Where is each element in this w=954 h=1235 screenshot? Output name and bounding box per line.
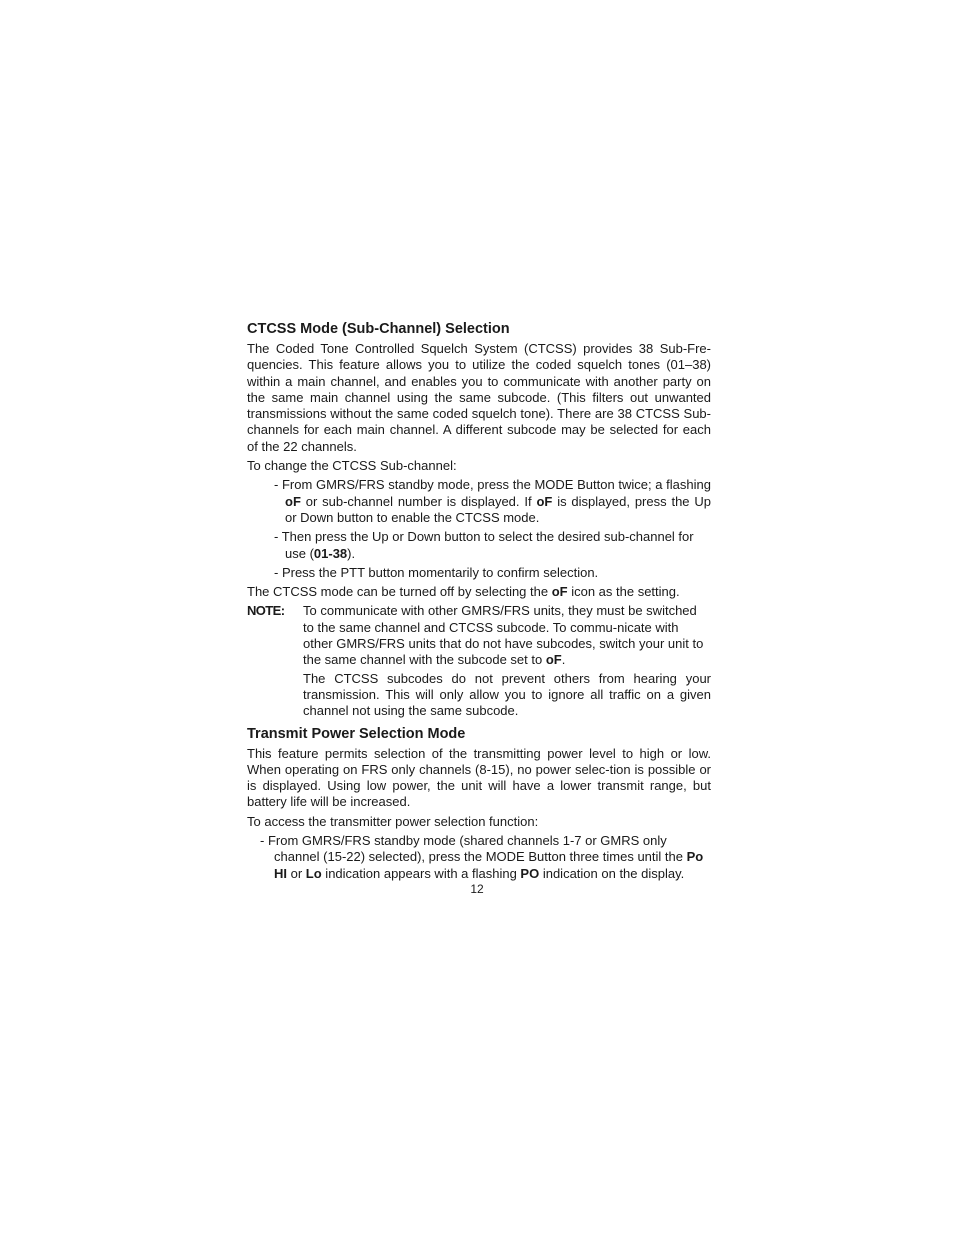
ctcss-step-1: - From GMRS/FRS standby mode, press the MODE Button twice; a flashing oF or sub-channel number is displayed. If oF is displayed, press the Up or Down button to enable the CTCSS mode. — [274, 477, 711, 525]
ctcss-turn-off: The CTCSS mode can be turned off by selecting the oF icon as the setting. — [247, 584, 680, 600]
of-code: oF — [285, 493, 301, 509]
ctcss-change-lead: To change the CTCSS Sub-channel: — [247, 458, 457, 474]
manual-page-content — [247, 320, 711, 882]
ctcss-step-3: - Press the PTT button momentarily to confirm selection. — [274, 564, 599, 580]
transmit-power-step-1: - From GMRS/FRS standby mode (shared channels 1-7 or GMRS only channel (15-22) selected), press the MODE Button three times until the Po HI or Lo indication appears with a flashing PO indication on the display. — [260, 833, 704, 881]
page-number: 12 — [470, 882, 484, 896]
of-code: oF — [551, 584, 568, 600]
of-code: oF — [545, 652, 562, 668]
note-paragraph-2: The CTCSS subcodes do not prevent others from hearing your transmission. This will only allow you to ignore all traffic on a given channel not using the same subcode. — [303, 670, 711, 719]
transmit-power-heading: Transmit Power Selection Mode — [247, 725, 466, 742]
note-body — [303, 603, 711, 721]
lo-indication: Lo — [305, 865, 322, 881]
ctcss-step-2: - Then press the Up or Down button to select the desired sub-channel for use (01-38). — [274, 529, 694, 561]
ctcss-intro-paragraph: The Coded Tone Controlled Squelch System (CTCSS) provides 38 Sub-Fre-quencies. This feature allows you to utilize the coded squelch tones (01–38) within a main channel, and enables you to communicate with another party on the same main channel using the same subcode. (This filters out unwanted transmissions without the same coded squelch tone). There are 38 CTCSS Sub-channels for each main channel. A different subcode may be selected for each of the 22 channels. — [247, 341, 711, 454]
transmit-power-access-lead: To access the transmitter power selection function: — [247, 813, 539, 829]
note-label: NOTE: — [247, 603, 285, 619]
subchannel-range: 01-38 — [313, 545, 348, 561]
ctcss-heading: CTCSS Mode (Sub-Channel) Selection — [247, 321, 510, 337]
note-paragraph-1: To communicate with other GMRS/FRS units, they must be switched to the same channel and CTCSS subcode. To commu-nicate with other GMRS/FRS units that do not have subcodes, switch your unit to the same channel with the subcode set to oF. — [303, 603, 704, 668]
transmit-power-intro: This feature permits selection of the transmitting power level to high or low. When operating on FRS only channels (8-15), no power selec-tion is possible or is displayed. Using low power, the unit will have a lower transmit range, but battery life will be increased. — [247, 745, 711, 810]
po-indication: PO — [520, 865, 540, 881]
of-code: oF — [536, 493, 553, 509]
po-hi-indication: Po HI — [274, 849, 704, 881]
ctcss-note — [247, 603, 711, 721]
